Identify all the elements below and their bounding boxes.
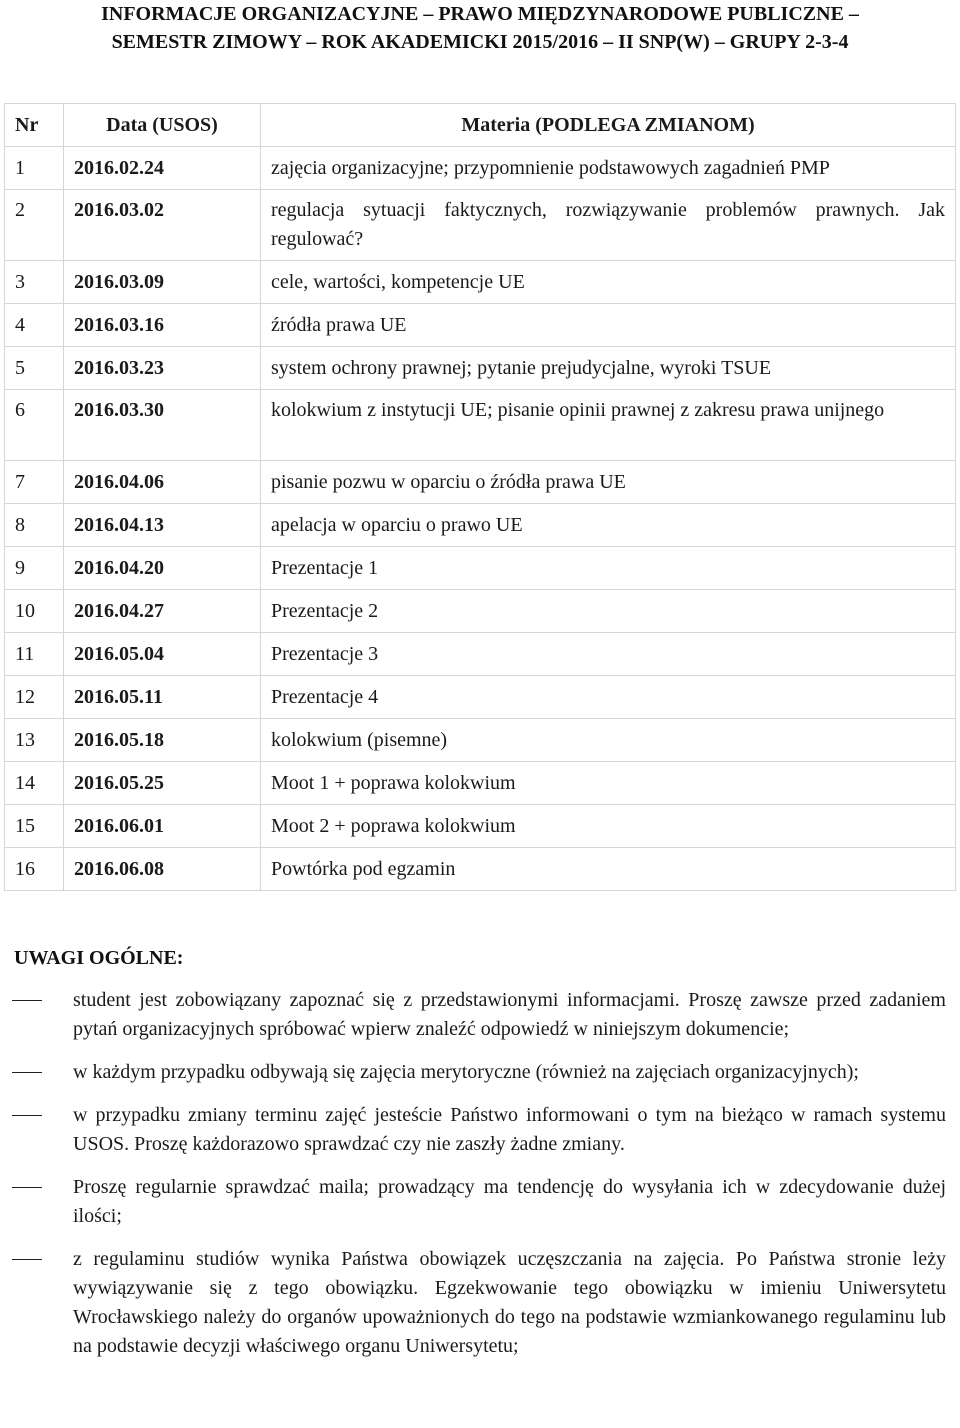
note-text: z regulaminu studiów wynika Państwa obowiązek uczęszczania na zajęcia. Po Państwa stronie leży wywiązywanie się z tego obowiązku. Egzekwowanie tego obowiązku w imieniu Uniwersytetu Wrocławskiego należy do organów upoważnionych do tego na podstawie wzmiankowanego regulaminu lub na podstawie decyzji właściwego organu Uniwersytetu; bbox=[73, 1248, 946, 1357]
row-date: 2016.02.24 bbox=[64, 147, 261, 190]
table-row bbox=[5, 719, 956, 762]
table-row bbox=[5, 848, 956, 891]
row-nr: 1 bbox=[5, 147, 64, 190]
notes-list bbox=[12, 986, 946, 1375]
row-date: 2016.03.16 bbox=[64, 304, 261, 347]
note-text: w przypadku zmiany terminu zajęć jesteście Państwo informowani o tym na bieżąco w ramach systemu USOS. Proszę każdorazowo sprawdzać czy nie zaszły żadne zmiany. bbox=[73, 1104, 946, 1155]
table-row bbox=[5, 304, 956, 347]
note-text: Proszę regularnie sprawdzać maila; prowadzący ma tendencję do wysyłania ich w zdecydowanie dużej ilości; bbox=[73, 1176, 946, 1227]
header-subject: Materia (PODLEGA ZMIANOM) bbox=[261, 104, 956, 147]
row-nr: 16 bbox=[5, 848, 64, 891]
row-subject: źródła prawa UE bbox=[261, 304, 956, 347]
list-item bbox=[12, 986, 946, 1044]
row-nr: 3 bbox=[5, 261, 64, 304]
schedule-table bbox=[4, 103, 956, 891]
row-date: 2016.05.11 bbox=[64, 676, 261, 719]
row-date: 2016.03.09 bbox=[64, 261, 261, 304]
table-header-row bbox=[5, 104, 956, 147]
table-row bbox=[5, 190, 956, 261]
row-date: 2016.04.13 bbox=[64, 504, 261, 547]
list-item bbox=[12, 1058, 946, 1087]
title-line-2: SEMESTR ZIMOWY – ROK AKADEMICKI 2015/2016 – II SNP(W) – GRUPY 2-3-4 bbox=[111, 31, 849, 53]
dash-bullet-icon bbox=[12, 1187, 42, 1188]
row-nr: 6 bbox=[5, 390, 64, 461]
row-subject: Powtórka pod egzamin bbox=[261, 848, 956, 891]
dash-bullet-icon bbox=[12, 1115, 42, 1116]
row-subject: regulacja sytuacji faktycznych, rozwiązywanie problemów prawnych. Jak regulować? bbox=[261, 190, 956, 261]
row-subject: Prezentacje 4 bbox=[261, 676, 956, 719]
row-nr: 5 bbox=[5, 347, 64, 390]
row-subject: Prezentacje 1 bbox=[261, 547, 956, 590]
table-row bbox=[5, 347, 956, 390]
row-subject: system ochrony prawnej; pytanie prejudycjalne, wyroki TSUE bbox=[261, 347, 956, 390]
row-subject: zajęcia organizacyjne; przypomnienie podstawowych zagadnień PMP bbox=[261, 147, 956, 190]
row-subject: apelacja w oparciu o prawo UE bbox=[261, 504, 956, 547]
dash-bullet-icon bbox=[12, 1259, 42, 1260]
row-nr: 4 bbox=[5, 304, 64, 347]
title-line-1: INFORMACJE ORGANIZACYJNE – PRAWO MIĘDZYNARODOWE PUBLICZNE – bbox=[101, 3, 859, 25]
list-item bbox=[12, 1245, 946, 1361]
row-date: 2016.04.27 bbox=[64, 590, 261, 633]
row-subject: pisanie pozwu w oparciu o źródła prawa UE bbox=[261, 461, 956, 504]
row-subject: Moot 2 + poprawa kolokwium bbox=[261, 805, 956, 848]
row-date: 2016.05.18 bbox=[64, 719, 261, 762]
row-date: 2016.05.25 bbox=[64, 762, 261, 805]
list-item bbox=[12, 1173, 946, 1231]
table-row bbox=[5, 461, 956, 504]
row-nr: 11 bbox=[5, 633, 64, 676]
notes-heading: UWAGI OGÓLNE: bbox=[14, 947, 184, 969]
row-subject: kolokwium (pisemne) bbox=[261, 719, 956, 762]
row-nr: 14 bbox=[5, 762, 64, 805]
table-row bbox=[5, 590, 956, 633]
row-nr: 2 bbox=[5, 190, 64, 261]
row-subject: Prezentacje 3 bbox=[261, 633, 956, 676]
note-text: student jest zobowiązany zapoznać się z przedstawionymi informacjami. Proszę zawsze przed zadaniem pytań organizacyjnych spróbować wpierw znaleźć odpowiedź w niniejszym dokumencie; bbox=[73, 989, 946, 1040]
table-row bbox=[5, 762, 956, 805]
table-row bbox=[5, 261, 956, 304]
row-nr: 9 bbox=[5, 547, 64, 590]
row-nr: 7 bbox=[5, 461, 64, 504]
row-date: 2016.06.08 bbox=[64, 848, 261, 891]
note-text: w każdym przypadku odbywają się zajęcia merytoryczne (również na zajęciach organizacyjnych); bbox=[73, 1061, 859, 1083]
row-date: 2016.04.20 bbox=[64, 547, 261, 590]
row-subject: Moot 1 + poprawa kolokwium bbox=[261, 762, 956, 805]
table-row bbox=[5, 805, 956, 848]
list-item bbox=[12, 1101, 946, 1159]
table-row bbox=[5, 504, 956, 547]
row-nr: 15 bbox=[5, 805, 64, 848]
table-row bbox=[5, 547, 956, 590]
table-row bbox=[5, 147, 956, 190]
row-subject: Prezentacje 2 bbox=[261, 590, 956, 633]
row-nr: 10 bbox=[5, 590, 64, 633]
document-title bbox=[0, 0, 960, 56]
header-nr: Nr bbox=[5, 104, 64, 147]
row-subject: kolokwium z instytucji UE; pisanie opinii prawnej z zakresu prawa unijnego bbox=[261, 390, 956, 461]
dash-bullet-icon bbox=[12, 1000, 42, 1001]
row-nr: 8 bbox=[5, 504, 64, 547]
table-row bbox=[5, 676, 956, 719]
row-nr: 13 bbox=[5, 719, 64, 762]
table-row bbox=[5, 390, 956, 461]
row-date: 2016.03.02 bbox=[64, 190, 261, 261]
row-date: 2016.06.01 bbox=[64, 805, 261, 848]
row-date: 2016.05.04 bbox=[64, 633, 261, 676]
row-date: 2016.04.06 bbox=[64, 461, 261, 504]
dash-bullet-icon bbox=[12, 1072, 42, 1073]
table-row bbox=[5, 633, 956, 676]
row-subject: cele, wartości, kompetencje UE bbox=[261, 261, 956, 304]
header-date: Data (USOS) bbox=[64, 104, 261, 147]
row-date: 2016.03.30 bbox=[64, 390, 261, 461]
row-date: 2016.03.23 bbox=[64, 347, 261, 390]
row-nr: 12 bbox=[5, 676, 64, 719]
